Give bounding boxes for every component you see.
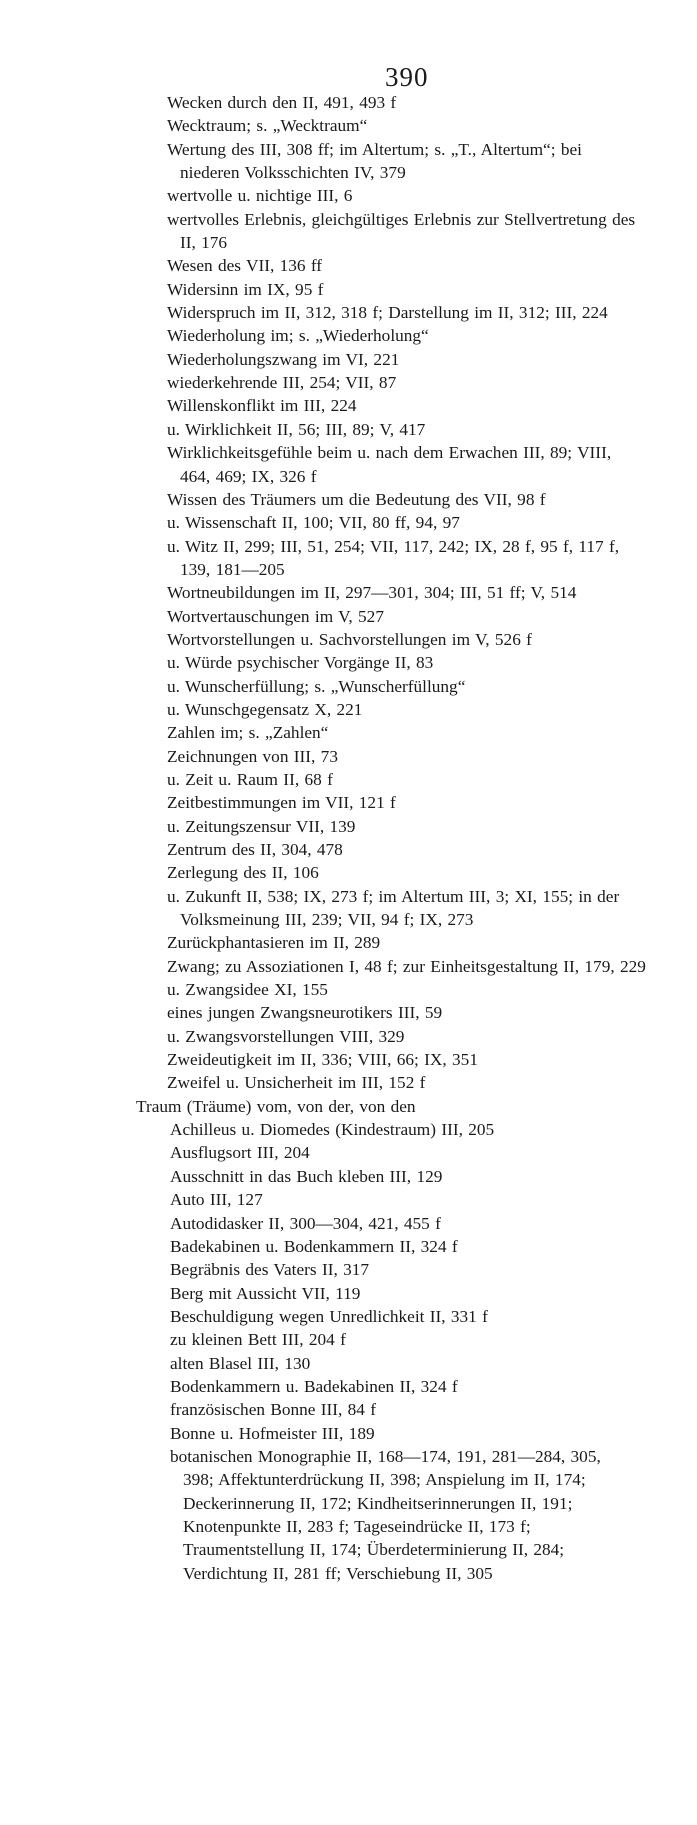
index-entry: Wesen des VII, 136 ff [167,256,323,276]
index-entry: Bodenkammern u. Badekabinen II, 324 f [170,1376,458,1396]
index-entry: Zeichnungen von III, 73 [167,746,338,766]
index-entry: Wertung des III, 308 ff; im Altertum; s. „T., Altertum“; bei niederen Volksschichten IV, 379 [167,139,582,183]
index-entry: u. Zwangsvorstellungen VIII, 329 [167,1026,405,1046]
index-entry: Begräbnis des Vaters II, 317 [170,1260,370,1280]
index-entry: u. Wissenschaft II, 100; VII, 80 ff, 94, 97 [167,513,460,533]
index-entries [0,91,697,1585]
index-entry: Wortneubildungen im II, 297—301, 304; III, 51 ff; V, 514 [167,583,577,603]
index-entry: u. Zeitungszensur VII, 139 [167,816,356,836]
index-entry: zu kleinen Bett III, 204 f [170,1330,346,1350]
index-entry: Wiederholung im; s. „Wiederholung“ [167,326,429,346]
index-entry: Badekabinen u. Bodenkammern II, 324 f [170,1236,458,1256]
index-entry: u. Zwangsidee XI, 155 [167,980,328,1000]
index-entry: Wortvorstellungen u. Sachvorstellungen im V, 526 f [167,629,532,649]
index-entry: Widerspruch im II, 312, 318 f; Darstellung im II, 312; III, 224 [167,303,608,323]
index-entry: wertvolle u. nichtige III, 6 [167,186,353,206]
index-entry: Zweifel u. Unsicherheit im III, 152 f [167,1073,426,1093]
index-entry: Auto III, 127 [170,1190,263,1210]
index-entry: wiederkehrende III, 254; VII, 87 [167,373,397,393]
index-entry: Ausschnitt in das Buch kleben III, 129 [170,1166,443,1186]
index-entry: eines jungen Zwangsneurotikers III, 59 [167,1003,443,1023]
index-entry: Ausflugsort III, 204 [170,1143,310,1163]
index-entry: Achilleus u. Diomedes (Kindestraum) III, 205 [170,1120,495,1140]
index-entry: Willenskonflikt im III, 224 [167,396,357,416]
index-entry: Wissen des Träumers um die Bedeutung des VII, 98 f [167,489,546,509]
index-heading-entry: Traum (Träume) vom, von der, von den [136,1096,416,1116]
index-entry: Wortvertauschungen im V, 527 [167,606,384,626]
index-entry: Zeitbestimmungen im VII, 121 f [167,793,396,813]
index-entry: Wecken durch den II, 491, 493 f [167,93,397,112]
index-entry: Wiederholungszwang im VI, 221 [167,349,400,369]
index-entry: Zerlegung des II, 106 [167,863,319,883]
index-entry: Zurückphantasieren im II, 289 [167,933,381,953]
index-entry: u. Zeit u. Raum II, 68 f [167,769,333,789]
index-entry: Zwang; zu Assoziationen I, 48 f; zur Einheitsgestaltung II, 179, 229 [167,956,646,976]
index-entry: Zweideutigkeit im II, 336; VIII, 66; IX, 351 [167,1050,478,1070]
index-entry: Bonne u. Hofmeister III, 189 [170,1423,375,1443]
index-entry: u. Wunscherfüllung; s. „Wunscherfüllung“ [167,676,466,696]
index-entry: u. Wirklichkeit II, 56; III, 89; V, 417 [167,419,426,439]
index-entry: botanischen Monographie II, 168—174, 191, 281—284, 305, 398; Affektunterdrückung II, 398; Anspielung im II, 174; Deckerinnerung II, 172; Kindheitserinnerungen II, 191; Knotenpunkte II, 283 f; Tageseindrücke II, 173 f; Traumentstellung II, 174; Überdeterminierung II, 284; Verdichtung II, 281 ff; Verschiebung II, 305 [170,1446,601,1583]
index-entry: Zentrum des II, 304, 478 [167,840,343,859]
page-number: 390 [385,62,429,92]
index-entry: u. Würde psychischer Vorgänge II, 83 [167,653,434,673]
index-entry: u. Wunschgegensatz X, 221 [167,699,363,719]
index-entry: wertvolles Erlebnis, gleichgültiges Erlebnis zur Stellvertretung des II, 176 [167,209,636,253]
index-entry: Widersinn im IX, 95 f [167,279,324,299]
index-entry: Zahlen im; s. „Zahlen“ [167,723,329,743]
index-entry: Autodidasker II, 300—304, 421, 455 f [170,1213,441,1233]
index-entry: alten Blasel III, 130 [170,1353,311,1373]
index-entry: u. Witz II, 299; III, 51, 254; VII, 117, 242; IX, 28 f, 95 f, 117 f, 139, 181—205 [167,536,620,579]
index-entry: Wecktraum; s. „Wecktraum“ [167,116,368,136]
index-entry: Berg mit Aussicht VII, 119 [170,1283,361,1303]
index-entry: u. Zukunft II, 538; IX, 273 f; im Altertum III, 3; XI, 155; in der Volksmeinung III, 239; VII, 94 f; IX, 273 [167,886,620,930]
index-entry: Wirklichkeitsgefühle beim u. nach dem Erwachen III, 89; VIII, 464, 469; IX, 326 f [167,443,612,486]
index-entry: Beschuldigung wegen Unredlichkeit II, 331 f [170,1306,488,1326]
index-entry: französischen Bonne III, 84 f [170,1400,377,1420]
